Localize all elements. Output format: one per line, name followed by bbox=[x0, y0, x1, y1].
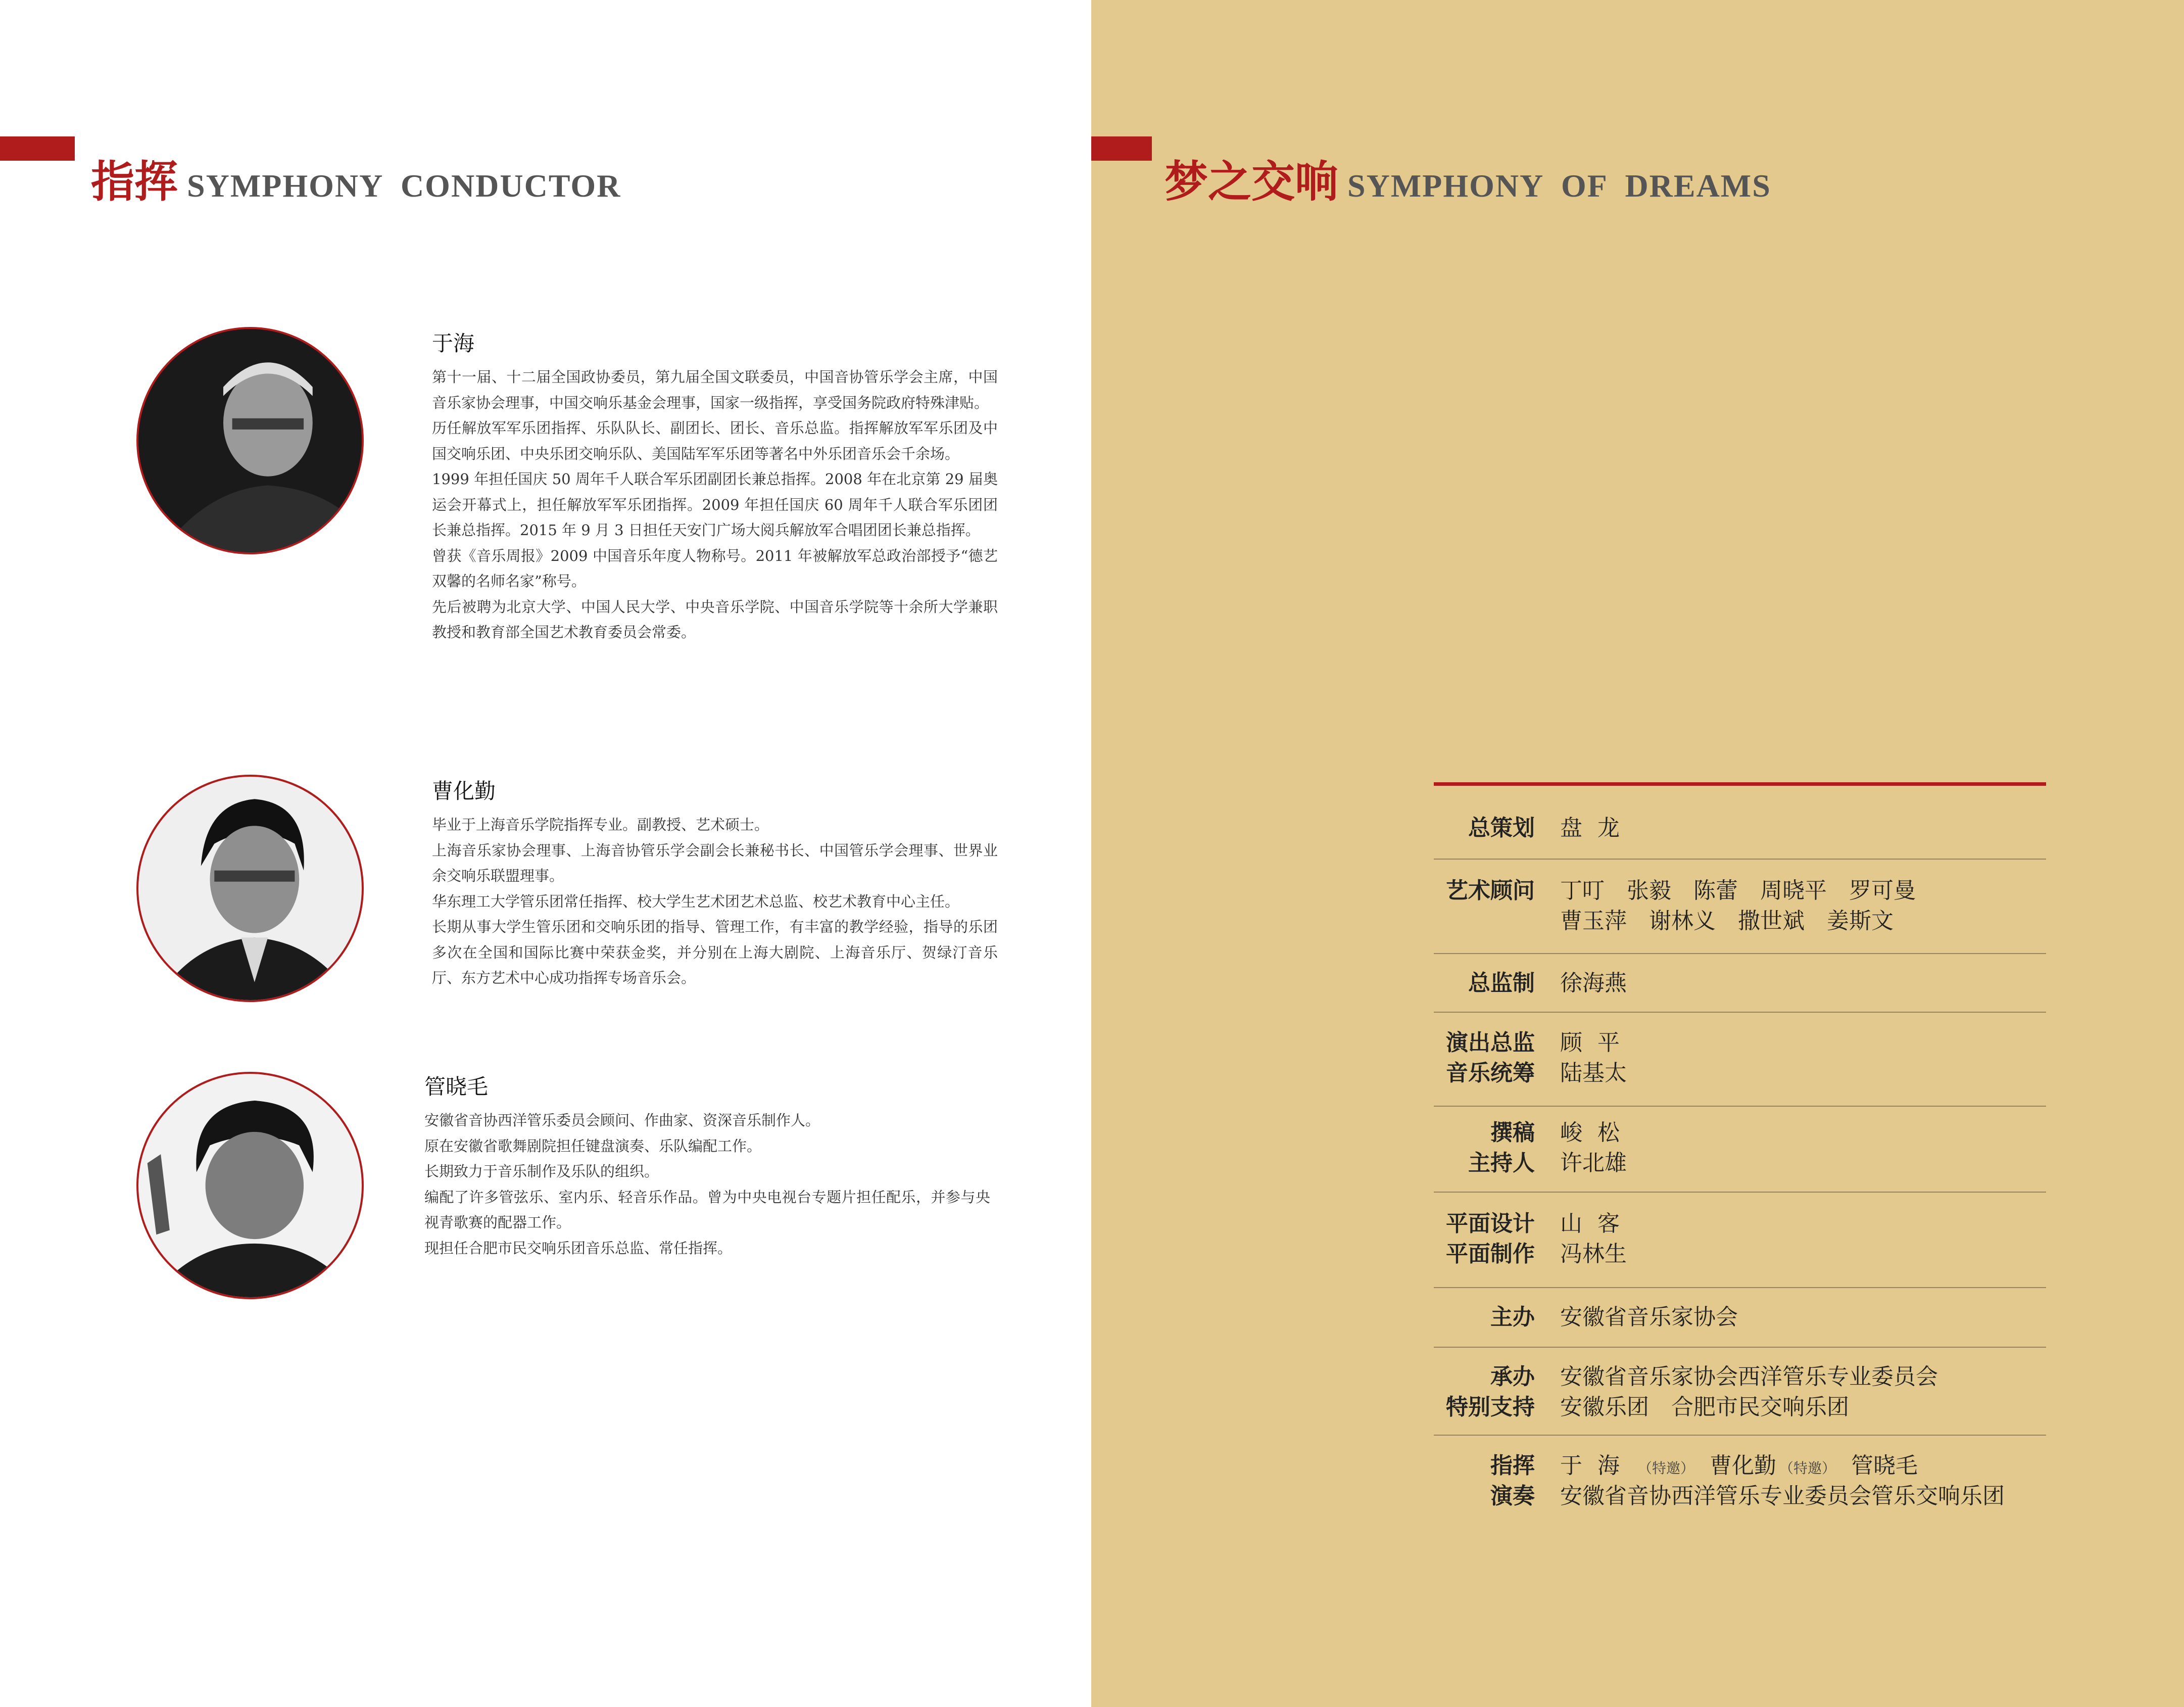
conductor-description bbox=[424, 1108, 990, 1261]
bio-paragraph: 1999 年担任国庆 50 周年千人联合军乐团副团长兼总指挥。2008 年在北京第 29 届奥运会开幕式上，担任解放军军乐团指挥。2009 年担任国庆 60 周年千人联合军乐团团长兼总指挥。2015 年 9 月 3 日担任天安门广场大阅兵解放军合唱团团长兼总指挥。 bbox=[432, 470, 998, 539]
bio-paragraph: 曾获《音乐周报》2009 中国音乐年度人物称号。2011 年被解放军总政治部授予“德艺双馨的名师名家”称号。 bbox=[432, 547, 998, 590]
credits-top-rule bbox=[1434, 782, 2046, 786]
credit-value: 丁叮 张毅 陈蕾 周晓平 罗可曼 bbox=[1560, 878, 1916, 904]
conductor-bio bbox=[432, 327, 998, 645]
credit-labels bbox=[1434, 1209, 1535, 1287]
performer-name: 于海 bbox=[1560, 1453, 1635, 1479]
bio-paragraph: 编配了许多管弦乐、室内乐、轻音乐作品。曾为中央电视台专题片担任配乐，并参与央视青歌赛的配器工作。 bbox=[424, 1188, 990, 1231]
credit-labels bbox=[1434, 1028, 1535, 1106]
credit-value: 冯林生 bbox=[1560, 1241, 1627, 1267]
section-title bbox=[1164, 147, 1771, 209]
credit-values bbox=[1560, 1028, 2046, 1106]
bio-paragraph: 第十一届、十二届全国政协委员，第九届全国文联委员，中国音协管乐学会主席，中国音乐家协会理事，中国交响乐基金会理事，国家一级指挥，享受国务院政府特殊津贴。 bbox=[432, 368, 998, 411]
credit-row bbox=[1434, 954, 2046, 1013]
credit-values bbox=[1560, 1209, 2046, 1287]
credit-row bbox=[1434, 1436, 2046, 1516]
credit-row bbox=[1434, 860, 2046, 954]
credit-row bbox=[1434, 1288, 2046, 1348]
performer-name: 管晓毛 bbox=[1851, 1453, 1918, 1479]
credit-row bbox=[1434, 1107, 2046, 1193]
credit-labels bbox=[1434, 1362, 1535, 1435]
accent-bar bbox=[0, 136, 75, 161]
credit-label: 指挥 bbox=[1490, 1453, 1535, 1479]
credit-values bbox=[1560, 813, 2046, 859]
credit-label: 平面制作 bbox=[1446, 1241, 1535, 1267]
accent-bar bbox=[1091, 136, 1152, 161]
credit-value: 安徽省音协西洋管乐专业委员会管乐交响乐团 bbox=[1560, 1483, 2005, 1509]
credit-value: 许北雄 bbox=[1560, 1150, 1627, 1176]
title-en: SYMPHONY CONDUCTOR bbox=[187, 168, 621, 204]
credit-values bbox=[1560, 1302, 2046, 1347]
credit-values bbox=[1560, 1118, 2046, 1192]
performer-line bbox=[1560, 1451, 2046, 1481]
credit-label: 特别支持 bbox=[1446, 1394, 1535, 1420]
bio-paragraph: 毕业于上海音乐学院指挥专业。副教授、艺术硕士。 bbox=[432, 816, 769, 833]
credit-label: 总监制 bbox=[1468, 970, 1535, 996]
credit-label: 演出总监 bbox=[1446, 1030, 1535, 1056]
credit-value: 山客 bbox=[1560, 1211, 1635, 1237]
credit-row bbox=[1434, 1193, 2046, 1288]
credit-value: 陆基太 bbox=[1560, 1060, 1627, 1086]
credit-value: 顾平 bbox=[1560, 1030, 1635, 1056]
portrait-photo bbox=[136, 775, 364, 1002]
credit-label: 撰稿 bbox=[1490, 1120, 1535, 1146]
bio-paragraph: 历任解放军军乐团指挥、乐队队长、副团长、团长、音乐总监。指挥解放军军乐团及中国交响乐团、中央乐团交响乐队、美国陆军军乐团等著名中外乐团音乐会千余场。 bbox=[432, 419, 998, 462]
conductor-name: 曹化勤 bbox=[432, 779, 496, 803]
credit-values bbox=[1560, 1451, 2046, 1516]
credit-labels bbox=[1434, 1302, 1535, 1347]
conductor-bio bbox=[432, 775, 998, 991]
portrait-photo bbox=[136, 1072, 364, 1299]
credit-value: 曹玉萍 谢林义 撒世斌 姜斯文 bbox=[1560, 908, 1894, 934]
credit-value: 盘龙 bbox=[1560, 815, 1635, 841]
credit-value: 峻松 bbox=[1560, 1120, 1635, 1146]
credit-label: 总策划 bbox=[1468, 815, 1535, 841]
credit-label: 主持人 bbox=[1468, 1150, 1535, 1176]
credit-row bbox=[1434, 1013, 2046, 1107]
credit-row bbox=[1434, 786, 2046, 860]
conductor-name: 管晓毛 bbox=[424, 1074, 489, 1099]
credit-labels bbox=[1434, 813, 1535, 859]
credit-label: 演奏 bbox=[1490, 1483, 1535, 1509]
bio-paragraph: 原在安徽省歌舞剧院担任键盘演奏、乐队编配工作。 bbox=[424, 1137, 762, 1155]
portrait-photo bbox=[136, 327, 364, 554]
bio-paragraph: 先后被聘为北京大学、中国人民大学、中央音乐学院、中国音乐学院等十余所大学兼职教授和教育部全国艺术教育委员会常委。 bbox=[432, 598, 998, 641]
left-page bbox=[0, 0, 1091, 1707]
credit-label: 承办 bbox=[1490, 1364, 1535, 1390]
credit-label: 艺术顾问 bbox=[1446, 878, 1535, 904]
credit-label: 音乐统筹 bbox=[1446, 1060, 1535, 1086]
credit-values bbox=[1560, 968, 2046, 1012]
credit-labels bbox=[1434, 1451, 1535, 1516]
performer-name: 曹化勤 bbox=[1710, 1453, 1777, 1479]
credit-label: 平面设计 bbox=[1446, 1211, 1535, 1237]
conductor-description bbox=[432, 812, 998, 991]
credit-value: 徐海燕 bbox=[1560, 970, 1627, 996]
bio-paragraph: 上海音乐家协会理事、上海音协管乐学会副会长兼秘书长、中国管乐学会理事、世界业余交响乐联盟理事。 bbox=[432, 841, 998, 884]
bio-paragraph: 长期致力于音乐制作及乐队的组织。 bbox=[424, 1163, 659, 1180]
performer-note: （特邀） bbox=[1638, 1460, 1695, 1477]
performer-note: （特邀） bbox=[1779, 1460, 1836, 1477]
credit-labels bbox=[1434, 968, 1535, 1012]
credit-row bbox=[1434, 1348, 2046, 1436]
conductor-description bbox=[432, 364, 998, 645]
title-en: SYMPHONY OF DREAMS bbox=[1347, 168, 1771, 204]
title-zh: 梦之交响 bbox=[1164, 156, 1338, 207]
conductor-name: 于海 bbox=[432, 331, 475, 356]
credit-value: 安徽省音乐家协会 bbox=[1560, 1304, 1738, 1330]
credit-values bbox=[1560, 1362, 2046, 1435]
credit-labels bbox=[1434, 1118, 1535, 1192]
bio-paragraph: 现担任合肥市民交响乐团音乐总监、常任指挥。 bbox=[424, 1239, 733, 1257]
title-zh: 指挥 bbox=[91, 156, 178, 207]
section-title bbox=[91, 147, 621, 209]
bio-paragraph: 长期从事大学生管乐团和交响乐团的指导、管理工作，有丰富的教学经验，指导的乐团多次在全国和国际比赛中荣获金奖，并分别在上海大剧院、上海音乐厅、贺绿汀音乐厅、东方艺术中心成功指挥专场音乐会。 bbox=[432, 918, 998, 986]
credit-labels bbox=[1434, 876, 1535, 953]
credit-label: 主办 bbox=[1490, 1304, 1535, 1330]
credit-values bbox=[1560, 876, 2046, 953]
credit-value: 安徽省音乐家协会西洋管乐专业委员会 bbox=[1560, 1364, 1938, 1390]
bio-paragraph: 安徽省音协西洋管乐委员会顾问、作曲家、资深音乐制作人。 bbox=[424, 1112, 820, 1129]
credit-value: 安徽乐团 合肥市民交响乐团 bbox=[1560, 1394, 1849, 1420]
bio-paragraph: 华东理工大学管乐团常任指挥、校大学生艺术团艺术总监、校艺术教育中心主任。 bbox=[432, 892, 960, 910]
conductor-bio bbox=[424, 1070, 990, 1261]
credits-table bbox=[1434, 782, 2046, 1516]
